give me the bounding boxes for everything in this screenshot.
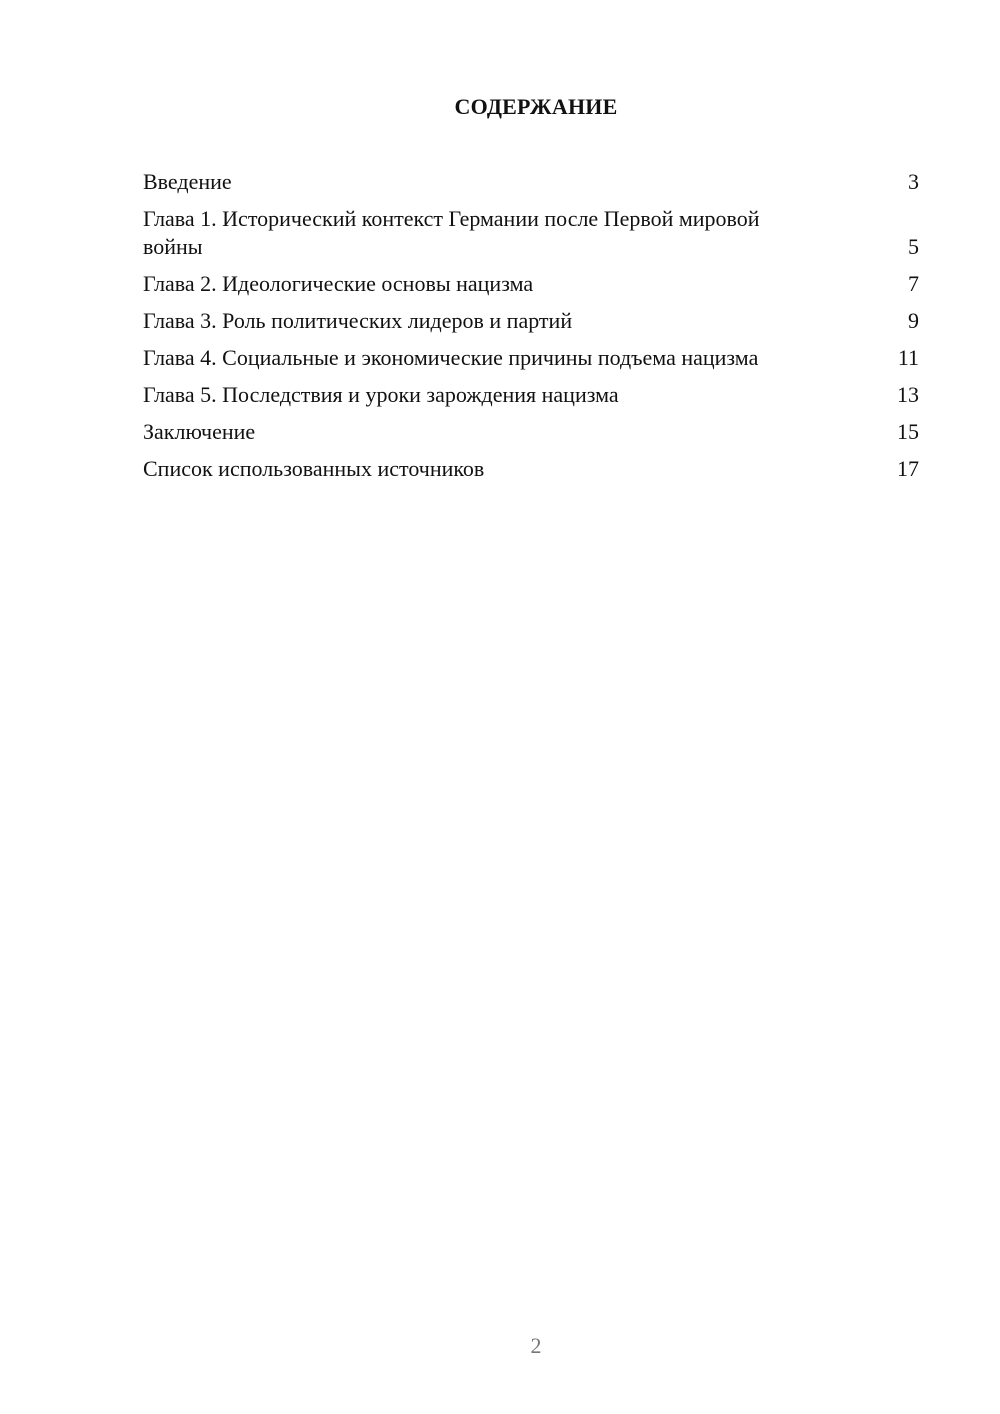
toc-entry[interactable] — [143, 168, 919, 196]
toc-entry-page: 11 — [897, 345, 919, 370]
toc-title: СОДЕРЖАНИЕ — [454, 94, 618, 119]
table-of-contents — [143, 168, 919, 492]
toc-entry-label: Список использованных источников — [143, 456, 485, 481]
page-number: 2 — [530, 1333, 542, 1358]
toc-entry[interactable] — [143, 381, 919, 409]
toc-entry-label: Заключение — [143, 419, 256, 444]
toc-entry-page: 5 — [908, 234, 919, 259]
toc-entry-page: 15 — [897, 419, 919, 444]
toc-entry-page: 17 — [897, 456, 919, 481]
toc-entry[interactable] — [143, 270, 919, 298]
toc-entry-label: Глава 5. Последствия и уроки зарождения нацизма — [143, 382, 619, 407]
toc-entry[interactable] — [143, 455, 919, 483]
toc-entry[interactable] — [143, 344, 919, 372]
toc-entry-page: 9 — [908, 308, 919, 333]
toc-entry-page: 3 — [908, 169, 919, 194]
toc-entry-label: Глава 4. Социальные и экономические причины подъема нацизма — [143, 345, 759, 370]
toc-entry-label: Глава 3. Роль политических лидеров и партий — [143, 308, 573, 333]
toc-entry-label: Глава 1. Исторический контекст Германии после Первой мировой войны — [143, 206, 760, 259]
toc-entry-label: Введение — [143, 169, 232, 194]
toc-entry[interactable] — [143, 418, 919, 446]
toc-entry-label: Глава 2. Идеологические основы нацизма — [143, 271, 534, 296]
toc-entry-page: 7 — [908, 271, 919, 296]
toc-entry[interactable] — [143, 307, 919, 335]
toc-entry[interactable] — [143, 205, 919, 261]
toc-entry-page: 13 — [897, 382, 919, 407]
